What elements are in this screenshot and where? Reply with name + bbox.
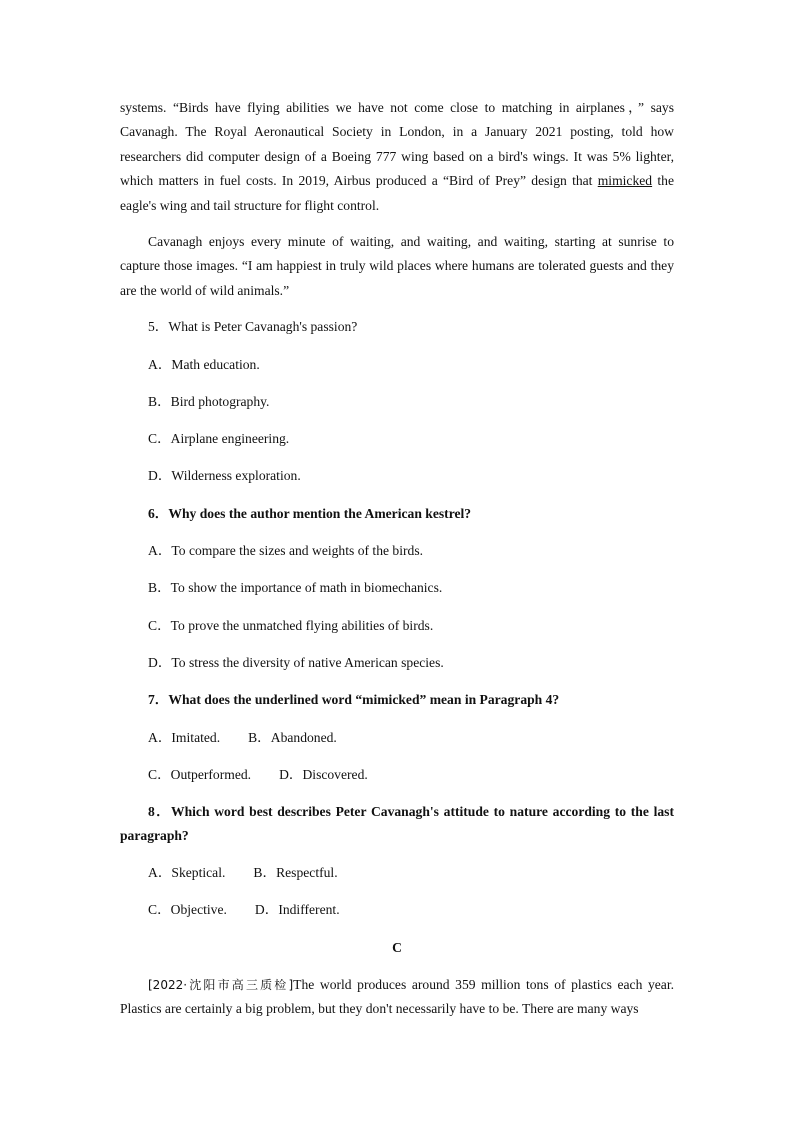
question-6-option-c: C．To prove the unmatched flying abilities of birds. (148, 617, 434, 633)
paragraph-airplane-design (120, 96, 674, 218)
question-8-option-c: C．Objective. (148, 902, 227, 918)
source-tag: [2022·沈阳市高三质检] (148, 978, 294, 992)
underlined-word: mimicked (597, 173, 653, 189)
question-5-stem: 5．What is Peter Cavanagh's passion? (148, 319, 358, 335)
question-8-option-b: B．Respectful. (253, 865, 338, 881)
section-c-heading: C (392, 939, 402, 955)
document-page (120, 96, 674, 1022)
question-7-stem: 7．What does the underlined word “mimicked” mean in Paragraph 4? (148, 692, 560, 708)
question-7-option-d: D．Discovered. (279, 766, 368, 782)
question-7-options-row-2 (148, 763, 674, 800)
question-6-stem: 6．Why does the author mention the American kestrel? (148, 505, 472, 521)
question-7-option-a: A．Imitated. (148, 729, 221, 745)
question-8-options-row-1 (148, 861, 674, 898)
question-8-option-d: D．Indifferent. (254, 902, 340, 918)
question-5-option-c: C．Airplane engineering. (148, 431, 290, 447)
section-c-paragraph (120, 973, 674, 1022)
question-6-option-d: D．To stress the diversity of native American species. (148, 654, 444, 670)
paragraph-text: the eagle's wing and tail structure for flight control. (120, 173, 674, 213)
question-8-option-a: A．Skeptical. (148, 865, 226, 881)
question-5-option-d: D．Wilderness exploration. (148, 468, 301, 484)
question-6-option-a: A．To compare the sizes and weights of the birds. (148, 543, 424, 559)
paragraph-text: systems. “Birds have flying abilities we have not come close to matching in airplanes，” says Cavanagh. The Royal Aeronautical Society in London, in a January 2021 posting, told how researchers did computer design of a Boeing 777 wing based on a bird's wings. It was 5% lighter, which matters in fuel costs. In 2019, Airbus produced a “Bird of Prey” design that (120, 100, 674, 189)
paragraph-cavanagh-waiting: Cavanagh enjoys every minute of waiting, and waiting, and waiting, starting at sunrise to capture those images. “I am happiest in truly wild places where humans are tolerated guests and they are the world of wild animals.” (120, 234, 674, 298)
question-5-option-b: B．Bird photography. (148, 393, 270, 409)
question-6-option-b: B．To show the importance of math in biomechanics. (148, 580, 443, 596)
question-8-options-row-2 (148, 898, 674, 935)
question-5-option-a: A．Math education. (148, 356, 260, 372)
question-8-stem: 8．Which word best describes Peter Cavanagh's attitude to nature according to the last paragraph? (120, 804, 674, 844)
paragraph-text: The world produces around 359 million tons of plastics each year. Plastics are certainly a big problem, but they don't necessarily have to be. There are many ways (120, 977, 674, 1017)
question-7-option-c: C．Outperformed. (148, 766, 252, 782)
question-7-option-b: B．Abandoned. (248, 729, 337, 745)
question-7-options-row-1 (148, 726, 674, 763)
